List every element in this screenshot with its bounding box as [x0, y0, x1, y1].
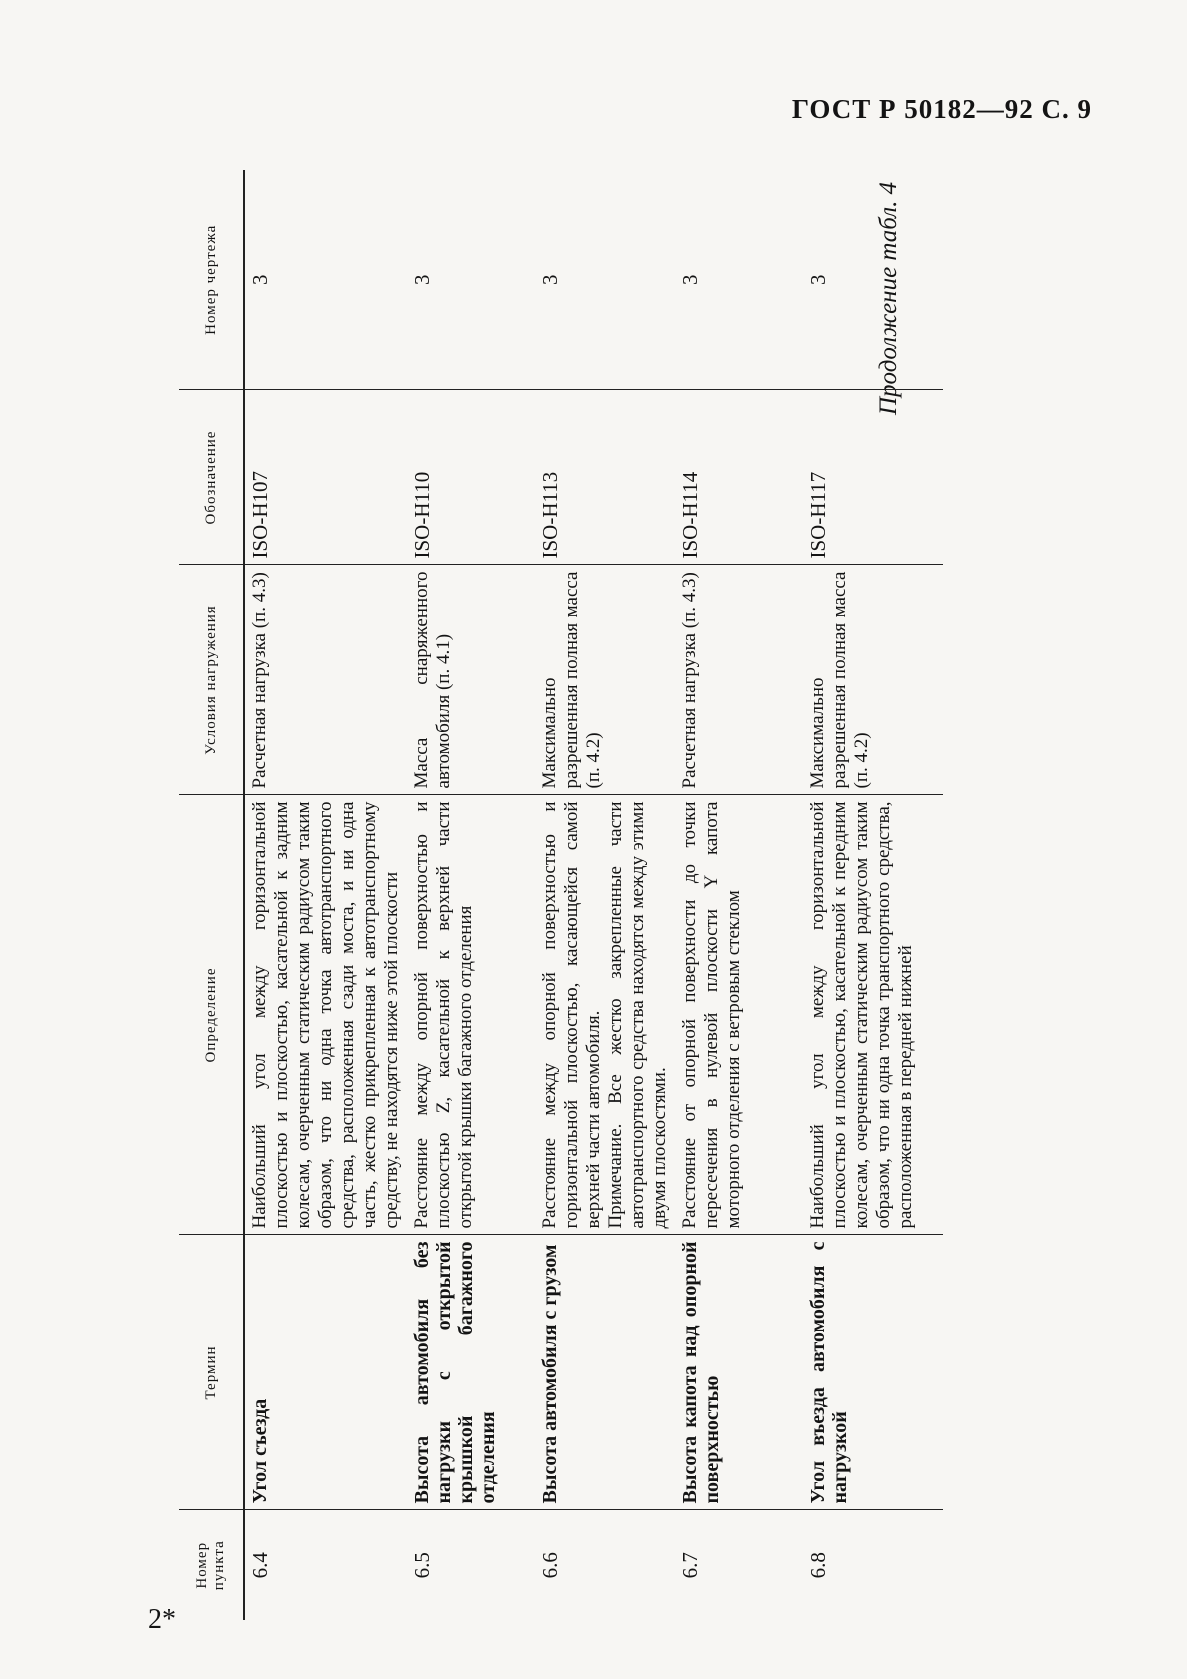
rotated-table-container	[179, 170, 916, 1620]
terms-table	[179, 170, 943, 1620]
table-row	[244, 170, 407, 1620]
col-header-term: Термин	[179, 1235, 244, 1510]
row-drawing: 3	[407, 170, 535, 390]
row-note: Примечание. Все жестко закрепленные части автотранспортного средства находятся между этими двумя плоскостями.	[605, 801, 670, 1229]
row-drawing: 3	[535, 170, 675, 390]
row-number: 6.5	[410, 1552, 434, 1579]
row-condition: Масса снаряженного автомобиля (п. 4.1)	[407, 565, 535, 795]
table-caption: Продолжение табл. 4	[875, 181, 902, 415]
row-condition: Максимально разрешенная полная масса (п. 4.2)	[535, 565, 675, 795]
row-definition-cell	[535, 795, 675, 1235]
row-designation: ISO-H113	[535, 390, 675, 565]
col-header-designation: Обозначение	[179, 390, 244, 565]
row-condition: Расчетная нагрузка (п. 4.3)	[244, 565, 407, 795]
row-designation: ISO-H107	[244, 390, 407, 565]
row-drawing: 3	[244, 170, 407, 390]
row-definition: Расстояние между опорной поверхностью и плоскостью Z, касательной к верхней части открытой крышки багажного отделения	[407, 795, 535, 1235]
row-drawing: 3	[803, 170, 943, 390]
row-number: 6.4	[248, 1552, 272, 1579]
row-drawing: 3	[675, 170, 803, 390]
row-condition: Максимально разрешенная полная масса (п. 4.2)	[803, 565, 943, 795]
row-number: 6.6	[538, 1552, 562, 1579]
table-header-row	[179, 170, 244, 1620]
row-designation: ISO-H114	[675, 390, 803, 565]
col-header-condition: Условия нагружения	[179, 565, 244, 795]
row-definition: Наибольший угол между горизонтальной плоскостью и плоскостью, касательной к задним колесам, очерченным статическим радиусом таким образом, что ни одна точка автотранспортного средства, расположенная сзади моста, и ни одна часть, жестко прикрепленная к автотранспортному средству, не находятся ниже этой плоскости	[244, 795, 407, 1235]
row-designation: ISO-H117	[803, 390, 943, 565]
row-term: Угол съезда	[244, 1235, 407, 1510]
page-footer-mark: 2*	[148, 1604, 176, 1635]
col-header-number: Номер пункта	[179, 1510, 244, 1620]
table-row	[407, 170, 535, 1620]
col-header-drawing: Номер чертежа	[179, 170, 244, 390]
row-definition: Наибольший угол между горизонтальной плоскостью и плоскостью, касательной к передним колесам, очерченным статическим радиусом таким образом, что ни одна точка транспортного средства, расположенная в передней нижней	[803, 795, 943, 1235]
row-definition: Расстояние между опорной поверхностью и горизонтальной плоскостью, касающейся самой верхней части автомобиля.	[539, 801, 604, 1229]
row-condition: Расчетная нагрузка (п. 4.3)	[675, 565, 803, 795]
table-row	[803, 170, 943, 1620]
row-number: 6.7	[678, 1552, 702, 1579]
row-term: Высота автомобиля с грузом	[535, 1235, 675, 1510]
table-row	[675, 170, 803, 1620]
row-term: Высота автомобиля без нагрузки с открытой крышкой багажного отделения	[407, 1235, 535, 1510]
row-definition: Расстояние от опорной поверхности до точки пересечения в нулевой плоскости Y капота моторного отделения с ветровым стеклом	[675, 795, 803, 1235]
row-number: 6.8	[806, 1552, 830, 1579]
row-designation: ISO-H110	[407, 390, 535, 565]
page-header: ГОСТ Р 50182—92 С. 9	[791, 94, 1092, 124]
col-header-definition: Определение	[179, 795, 244, 1235]
row-term: Высота капота над опорной поверхностью	[675, 1235, 803, 1510]
table-row	[535, 170, 675, 1620]
row-term: Угол въезда автомобиля с нагрузкой	[803, 1235, 943, 1510]
